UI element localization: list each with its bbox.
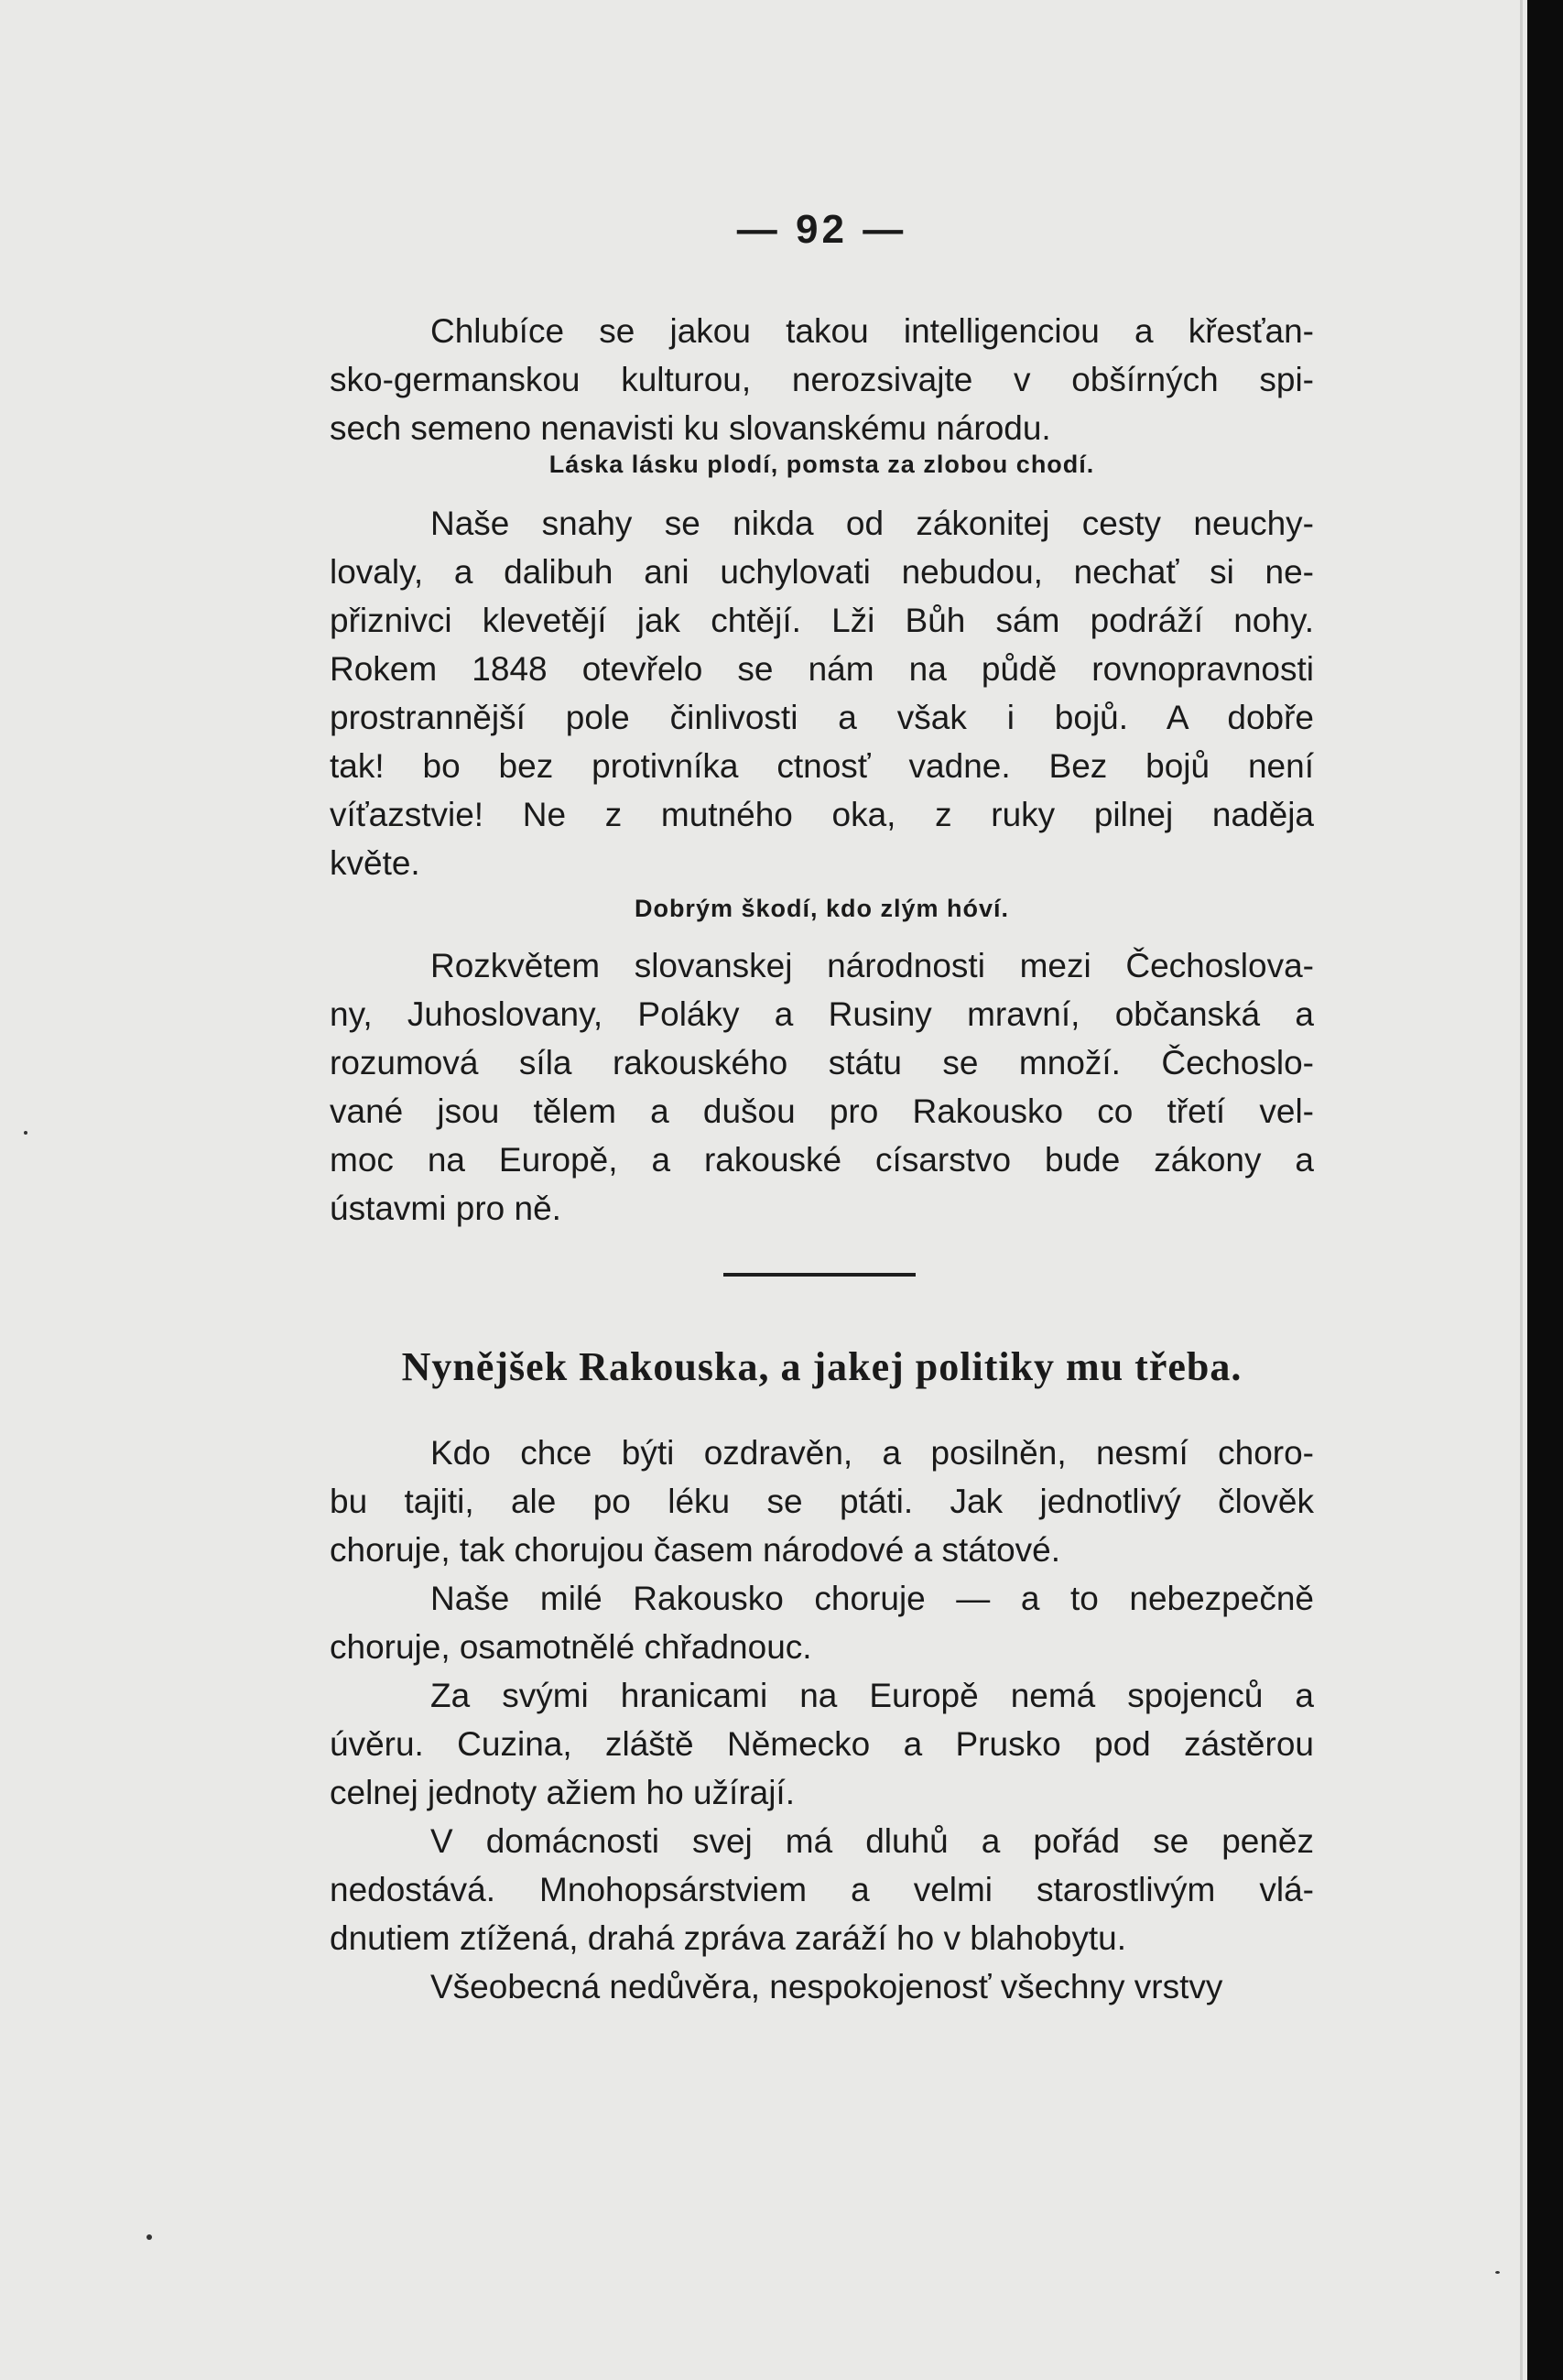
text-line: choruje, tak chorujou časem národové a státové.: [330, 1531, 1061, 1569]
text-line: květe.: [330, 844, 420, 882]
scan-speck: [147, 2234, 152, 2240]
scan-speck: [24, 1131, 27, 1135]
text-line: Naše milé Rakousko choruje — a to nebezpečně: [430, 1580, 1314, 1617]
paragraph-1: [330, 307, 1314, 452]
text-line: Rozkvětem slovanskej národnosti mezi Čechoslova-: [430, 947, 1314, 984]
text-line: bu tajiti, ale po léku se ptáti. Jak jednotlivý člověk: [330, 1483, 1314, 1520]
text-line: moc na Europě, a rakouské císarstvo bude zákony a: [330, 1141, 1314, 1179]
text-line: Za svými hranicami na Europě nemá spojenců a: [430, 1677, 1314, 1714]
section-divider: [723, 1273, 916, 1277]
text-line: vané jsou tělem a dušou pro Rakousko co třetí vel-: [330, 1092, 1314, 1130]
scan-speck: [1495, 2271, 1500, 2274]
text-line: ny, Juhoslovany, Poláky a Rusiny mravní, občanská a: [330, 995, 1314, 1033]
motto-2: Dobrým škodí, kdo zlým hóví.: [634, 895, 1010, 922]
text-line: Naše snahy se nikda od zákonitej cesty neuchy-: [430, 505, 1314, 542]
text-line: tak! bo bez protivníka ctnosť vadne. Bez bojů není: [330, 747, 1314, 785]
motto-1: Láska lásku plodí, pomsta za zlobou chodí.: [548, 451, 1095, 478]
text-line: sech semeno nenavisti ku slovanskému národu.: [330, 409, 1051, 447]
text-line: prostrannější pole činlivosti a však i bojů. A dobře: [330, 699, 1314, 736]
text-line: celnej jednoty ažiem ho užírají.: [330, 1774, 795, 1811]
text-line: sko-germanskou kulturou, nerozsivajte v obšírných spi-: [330, 361, 1314, 398]
text-line: Chlubíce se jakou takou intelligenciou a křesťan-: [430, 312, 1314, 350]
text-line: nedostává. Mnohopsárstviem a velmi starostlivým vlá-: [330, 1871, 1314, 1908]
text-line: přiznivci klevetějí jak chtějí. Lži Bůh sám podráží nohy.: [330, 602, 1314, 639]
paragraph-3: [330, 941, 1314, 1233]
text-line: V domácnosti svej má dluhů a pořád se peněz: [430, 1822, 1314, 1860]
text-line: úvěru. Cuzina, zláště Německo a Prusko pod zástěrou: [330, 1725, 1314, 1763]
text-line: rozumová síla rakouského státu se množí. Čechoslo-: [330, 1044, 1314, 1081]
text-line: Kdo chce býti ozdravěn, a posilněn, nesmí choro-: [430, 1434, 1314, 1472]
text-line: Rokem 1848 otevřelo se nám na půdě rovnopravnosti: [330, 650, 1314, 688]
text-line: dnutiem ztížená, drahá zpráva zaráží ho v blahobytu.: [330, 1919, 1127, 1957]
page-number: — 92 —: [736, 207, 907, 252]
paragraph-2: [330, 499, 1314, 887]
scan-border: [1527, 0, 1563, 2380]
text-line: víťazstvie! Ne z mutného oka, z ruky pilnej naděja: [330, 796, 1314, 833]
text-line: Všeobecná nedůvěra, nespokojenosť všechny vrstvy: [430, 1968, 1223, 2005]
page-edge: [1520, 0, 1523, 2380]
text-line: lovaly, a dalibuh ani uchylovati nebudou, nechať si ne-: [330, 553, 1314, 591]
section-heading: Nynějšek Rakouska, a jakej politiky mu třeba.: [401, 1344, 1243, 1389]
text-line: choruje, osamotnělé chřadnouc.: [330, 1628, 812, 1666]
text-line: ústavmi pro ně.: [330, 1190, 561, 1227]
section-text: [330, 1429, 1314, 2011]
